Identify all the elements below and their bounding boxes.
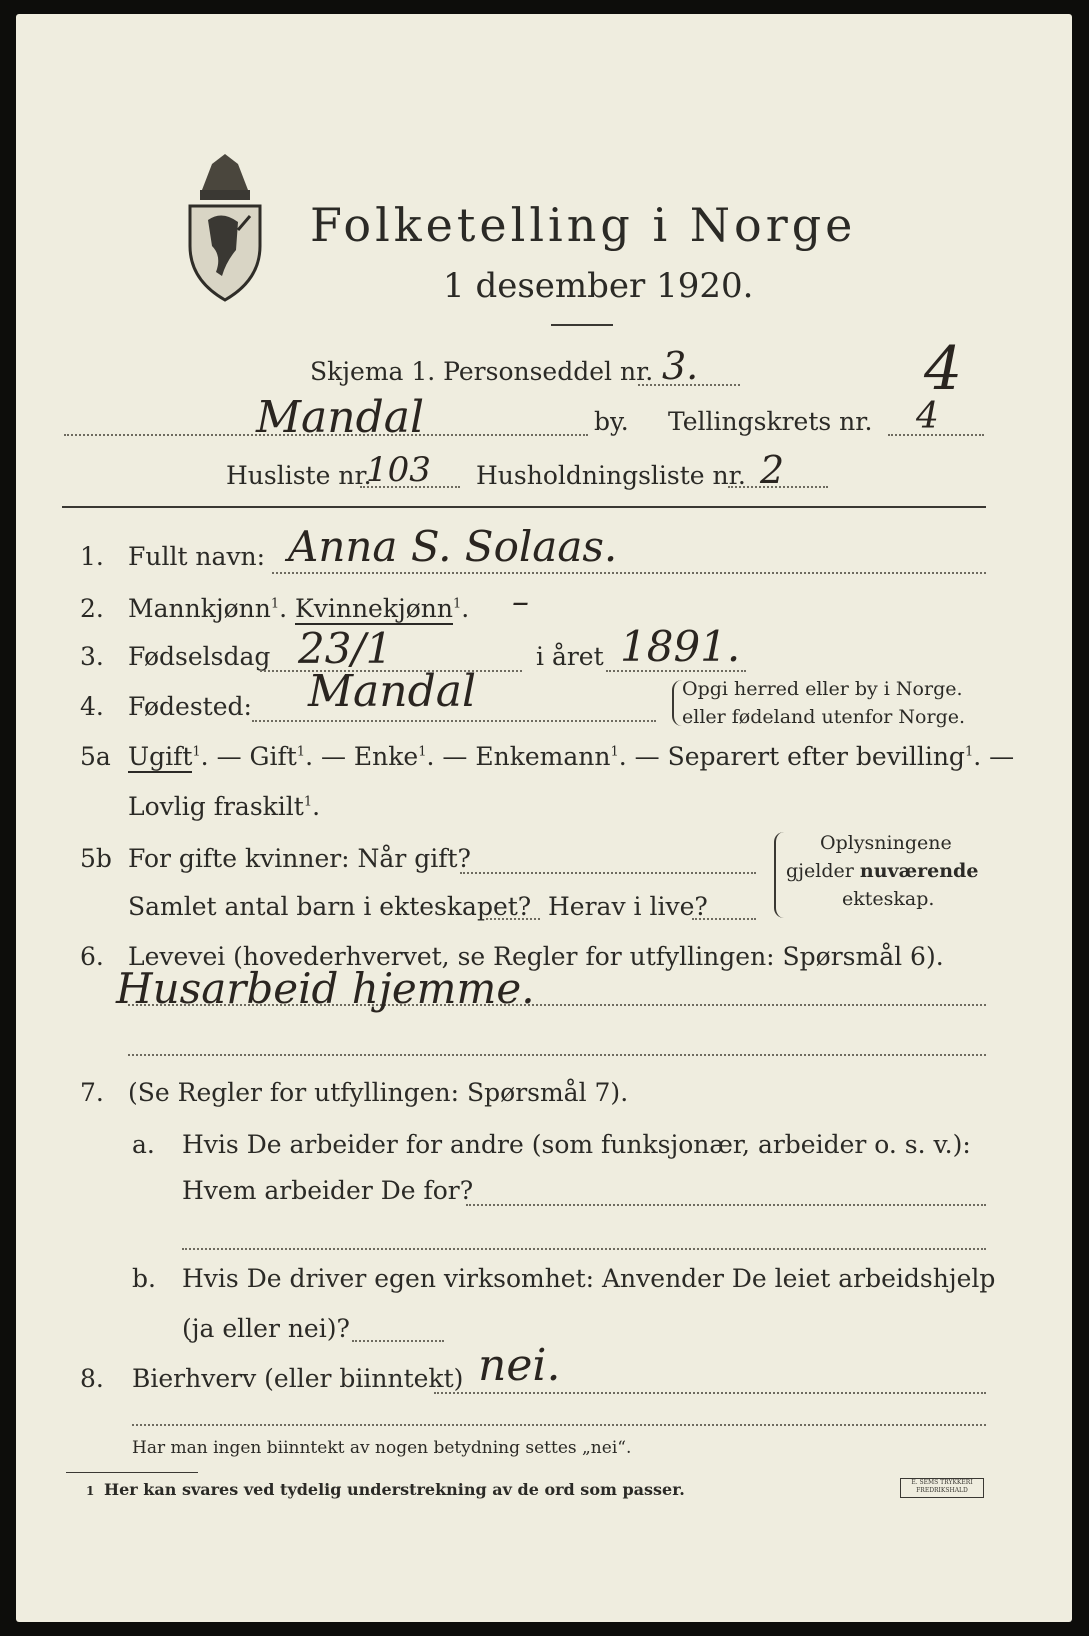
q5a-fraskilt-line: Lovlig fraskilt$^1$. — [128, 792, 321, 821]
q6-line-2 — [128, 1054, 986, 1056]
footnote: Her kan svares ved tydelig understrekning av de ord som passer. — [104, 1480, 685, 1499]
q5b-note-1: Oplysningene — [820, 832, 952, 854]
q2-kvinnekjonn: Kvinnekjønn — [295, 594, 453, 623]
q5b-label-2: Samlet antal barn i ekteskapet? — [128, 892, 532, 921]
q5b-note-2: gjelder nuværende — [786, 860, 979, 882]
q4-line — [252, 720, 656, 722]
coat-of-arms-icon — [182, 150, 268, 306]
title-underline — [551, 324, 613, 326]
personseddel-number: 3. — [662, 344, 699, 388]
q7a-text-1: Hvis De arbeider for andre (som funksjonær, arbeider o. s. v.): — [182, 1130, 971, 1159]
q8-label: Bierhverv (eller biinntekt) — [132, 1364, 464, 1393]
tellingskrets-value: 4 — [916, 396, 939, 437]
q5a-enkemann: Enkemann — [475, 742, 611, 771]
q1-label: Fullt navn: — [128, 542, 266, 571]
q4-number: 4. — [80, 692, 104, 721]
q2-mark: – — [512, 582, 529, 622]
q4-brace — [672, 680, 682, 726]
q5b-label-1: For gifte kvinner: Når gift? — [128, 844, 471, 873]
q5b-brace — [774, 832, 784, 918]
q8-number: 8. — [80, 1364, 104, 1393]
q3-birth-year: 1891. — [620, 622, 741, 671]
q3-number: 3. — [80, 642, 104, 671]
q5b-label-3: Herav i live? — [548, 892, 708, 921]
q2-sup-a: 1 — [270, 596, 280, 612]
q5b-number: 5b — [80, 844, 112, 873]
q5b-note-3: ekteskap. — [842, 888, 935, 910]
q5a-marital-options: Ugift$^1$. — Gift$^1$. — Enke$^1$. — Enkemann$^1$. — Separert efter bevilling$^1$. — — [128, 742, 1015, 771]
husliste-label: Husliste nr. — [226, 461, 372, 490]
q8-line-1 — [434, 1392, 986, 1394]
skjema-label: Skjema 1. Personseddel nr. — [310, 357, 654, 386]
q4-birthplace: Mandal — [308, 666, 477, 717]
husliste-value: 103 — [366, 450, 431, 490]
q2-sex-options: Mannkjønn$^1$. Kvinnekjønn$^1$. — [128, 594, 470, 623]
footnote-mark: 1 — [86, 1484, 95, 1498]
husholdningsliste-label: Husholdningsliste nr. — [476, 461, 746, 490]
q5b-line-2 — [486, 918, 540, 920]
q4-label: Fødested: — [128, 692, 252, 721]
q7a-text-2: Hvem arbeider De for? — [182, 1176, 474, 1205]
q5b-line-1 — [460, 872, 756, 874]
q7b-text-1: Hvis De driver egen virksomhet: Anvender De leiet arbeidshjelp — [182, 1264, 996, 1293]
q5a-gift: Gift — [249, 742, 297, 771]
q7a-line-1 — [466, 1204, 986, 1206]
by-label: by. — [594, 407, 629, 436]
q7-label: (Se Regler for utfyllingen: Spørsmål 7). — [128, 1078, 629, 1107]
q3-label: Fødselsdag — [128, 642, 271, 671]
q7a-letter: a. — [132, 1130, 155, 1159]
q5b-line-3 — [692, 918, 756, 920]
printer-stamp: E. SEMS TRYKKERI FREDRIKSHALD — [900, 1478, 984, 1498]
q5a-number: 5a — [80, 742, 111, 771]
q3-birth-day: 23/1 — [298, 624, 393, 673]
husholdningsliste-value: 2 — [760, 448, 785, 492]
q5a-separert: Separert efter bevilling — [667, 742, 965, 771]
tellingskrets-label: Tellingskrets nr. — [668, 407, 873, 436]
q6-occupation: Husarbeid hjemme. — [116, 964, 535, 1013]
q6-label: Levevei (hovederhvervet, se Regler for utfyllingen: Spørsmål 6). — [128, 942, 944, 971]
q4-note-2: eller fødeland utenfor Norge. — [682, 706, 966, 728]
corner-number: 4 — [924, 334, 963, 404]
census-form-page — [16, 14, 1072, 1622]
q7b-letter: b. — [132, 1264, 156, 1293]
header-divider — [62, 506, 986, 508]
q5a-enke: Enke — [353, 742, 419, 771]
q6-number: 6. — [80, 942, 104, 971]
q2-sup-b: 1 — [453, 596, 462, 612]
place-value: Mandal — [256, 392, 425, 443]
nei-note: Har man ingen biinntekt av nogen betydning settes „nei“. — [132, 1438, 632, 1458]
q3-year-label: i året — [536, 642, 604, 671]
q8-line-2 — [132, 1424, 986, 1426]
q1-line — [272, 572, 986, 574]
q7b-text-2: (ja eller nei)? — [182, 1314, 350, 1343]
q2-number: 2. — [80, 594, 104, 623]
q8-side-income: nei. — [478, 1340, 561, 1391]
q4-note-1: Opgi herred eller by i Norge. — [682, 678, 963, 700]
q7-number: 7. — [80, 1078, 104, 1107]
footnote-divider — [66, 1472, 198, 1473]
q5a-ugift: Ugift — [128, 742, 193, 771]
q1-full-name: Anna S. Solaas. — [288, 522, 618, 571]
form-title: Folketelling i Norge — [310, 198, 857, 252]
q1-number: 1. — [80, 542, 104, 571]
q5a-fraskilt: Lovlig fraskilt — [128, 792, 304, 821]
q7a-line-2 — [182, 1248, 986, 1250]
q2-mannkjonn: Mannkjønn — [128, 594, 271, 623]
q7b-line — [352, 1340, 444, 1342]
census-date: 1 desember 1920. — [443, 266, 754, 306]
